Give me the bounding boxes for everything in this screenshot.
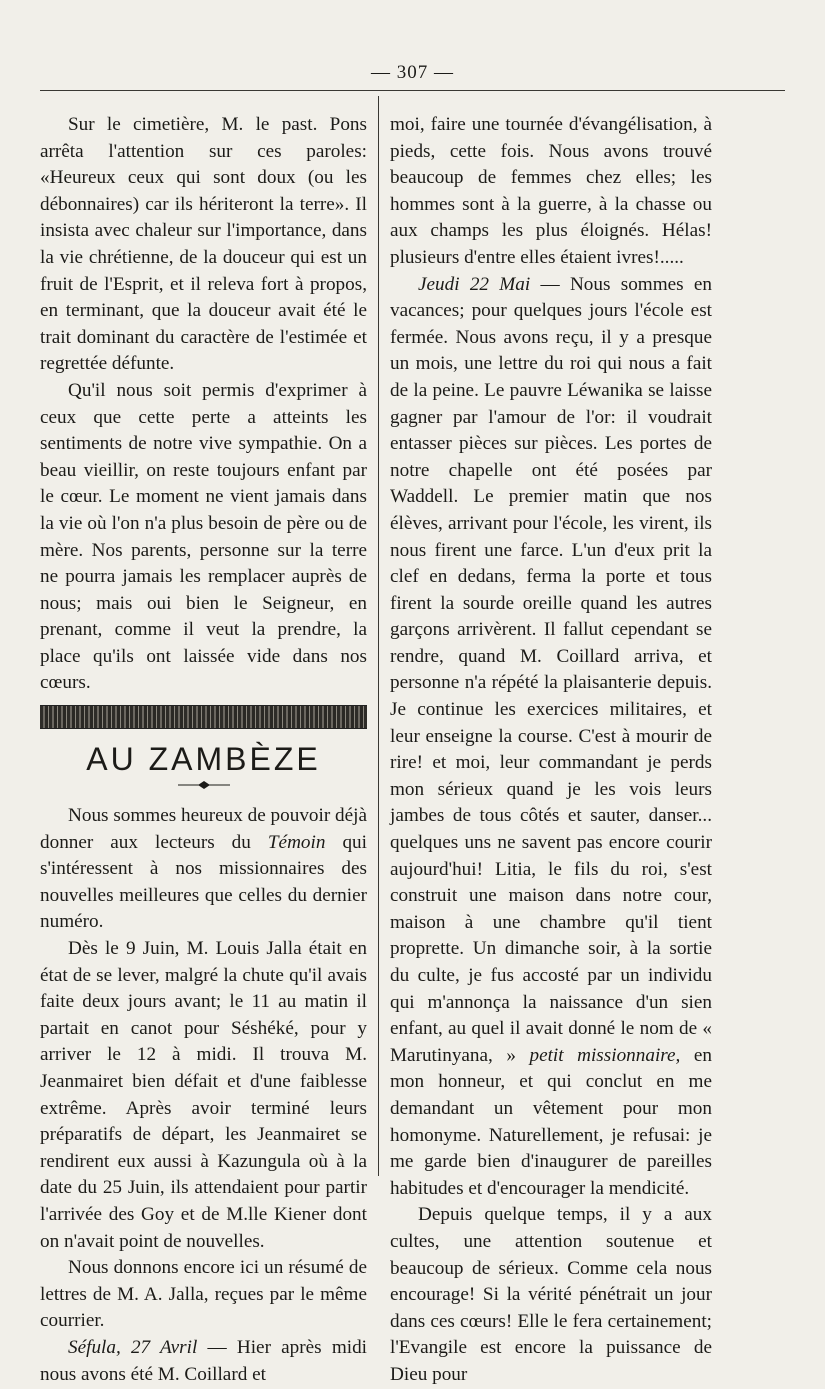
paragraph-nouvelles: Nous sommes heureux de pouvoir déjà donner aux lecteurs du Témoin qui s'intéressent à nos missionnaires des nouvelles meilleures que celles du dernier numéro. [40,805,367,933]
paragraph-resume: Nous donnons encore ici un résumé de lettres de M. A. Jalla, reçues par le même courrier. [40,1257,367,1332]
ornament-icon [40,779,367,795]
paragraph-jeudi: Jeudi 22 Mai — Nous sommes en vacances; pour quelques jours l'école est fermée. Nous avons reçu, il y a presque un mois, une lettre du roi qui nous a fait de la peine. Le pauvre Léwanika se laisse gagner par l'amour de l'or: il voudrait entasser pièces sur pièces. Les portes de notre chapelle ont été posées par Waddell. Le premier matin que nos élèves, arrivant pour l'école, les virent, ils nous firent une farce. L'un d'eux prit la clef en dedans, ferma la porte et tous firent la sourde oreille quand les autres garçons arrivèrent. Il fallut cependant se rendre, quand M. Coillard arriva, et personne n'a répété la plaisanterie depuis. Je continue les exercices militaires, et leur enseigne la course. C'est à mourir de rire! et moi, leur commandant je perds mon sérieux quand je les vois leurs jambes de tous côtés et sauter, danser... quelques uns ne savent pas encore courir aujourd'hui! Litia, le fils du roi, s'est construit une maison dans notre cour, maison à une chambre qu'il tient proprette. Un dimanche soir, à la sortie du culte, je fus accosté par un individu qui m'annonça la naissance d'un sien enfant, au quel il avait donné le nom de « Marutinyana, » petit missionnaire, en mon honneur, et qui conclut en me demandant un vêtement pour mon homonyme. Naturellement, je refusai: je me garde bien d'inaugurer de pareilles habitudes et d'encourager la mendicité. [390,273,712,1199]
paragraph-juin: Dès le 9 Juin, M. Louis Jalla était en état de se lever, malgré la chute qu'il avais faite deux jours avant; le 11 au matin il partait en canot pour Séshéké, pour y arriver le 12 à midi. Il trouva M. Jeanmairet bien défait et d'une faiblesse extrême. Après avoir terminé leurs préparatifs de départ, les Jeanmairet se rendirent eux aussi à Kazungula où à la date du 25 Juin, ils attendaient pour partir l'arrivée des Goy et de M.lle Kiener dont on n'avait point de nouvelles. [40,938,367,1252]
paragraph-cultes: Depuis quelque temps, il y a aux cultes, une attention soutenue et beaucoup de sérieux. Comme cela nous encourage! Si la vérité pénétrait un jour dans ces cœurs! Elle le fera certainement; l'Evangile est encore la puissance de Dieu pour [390,1204,712,1385]
paragraph-sefula: Séfula, 27 Avril — Hier après midi nous avons été M. Coillard et [40,1336,368,1385]
left-column [40,112,367,1388]
section-heading: AU ZAMBÈZE [86,741,321,778]
paragraph-sympathie: Qu'il nous soit permis d'exprimer à ceux que cette perte a atteints les sentiments de notre vive sympathie. On a beau vieillir, on reste toujours enfant par le cœur. Le moment ne vient jamais dans la vie où l'on n'a plus besoin de père ou de mère. Nos parents, personne sur la terre ne pourra jamais les remplacer auprès de nous; mais oui bien le Seigneur, en prenant, comme il veut la prendre, la place qu'ils ont laissée vide dans nos cœurs. [40,379,367,694]
header-rule [40,90,785,91]
column-divider [378,96,379,1176]
paragraph-tournee: moi, faire une tournée d'évangélisation, à pieds, cette fois. Nous avons trouvé beaucoup de femmes chez elles; les hommes sont à la guerre, à la chasse ou aux champs les plus éloignés. Hélas! plusieurs d'entre elles étaient ivres!..... [390,114,712,268]
paragraph-cimetiere: Sur le cimetière, M. le past. Pons arrêta l'attention sur ces paroles: «Heureux ceux qui sont doux (ou les débonnaires) car ils hériteront la terre». Il insista avec chaleur sur l'importance, dans la vie chrétienne, de la douceur qui est un fruit de l'Esprit, et il releva fort à propos, en terminant, que la douceur avait été le trait dominant du caractère de l'estimée et regrettée défunte. [40,114,367,375]
page-number: — 307 — [371,62,454,83]
right-column [390,112,712,1389]
decorative-band [40,705,367,729]
